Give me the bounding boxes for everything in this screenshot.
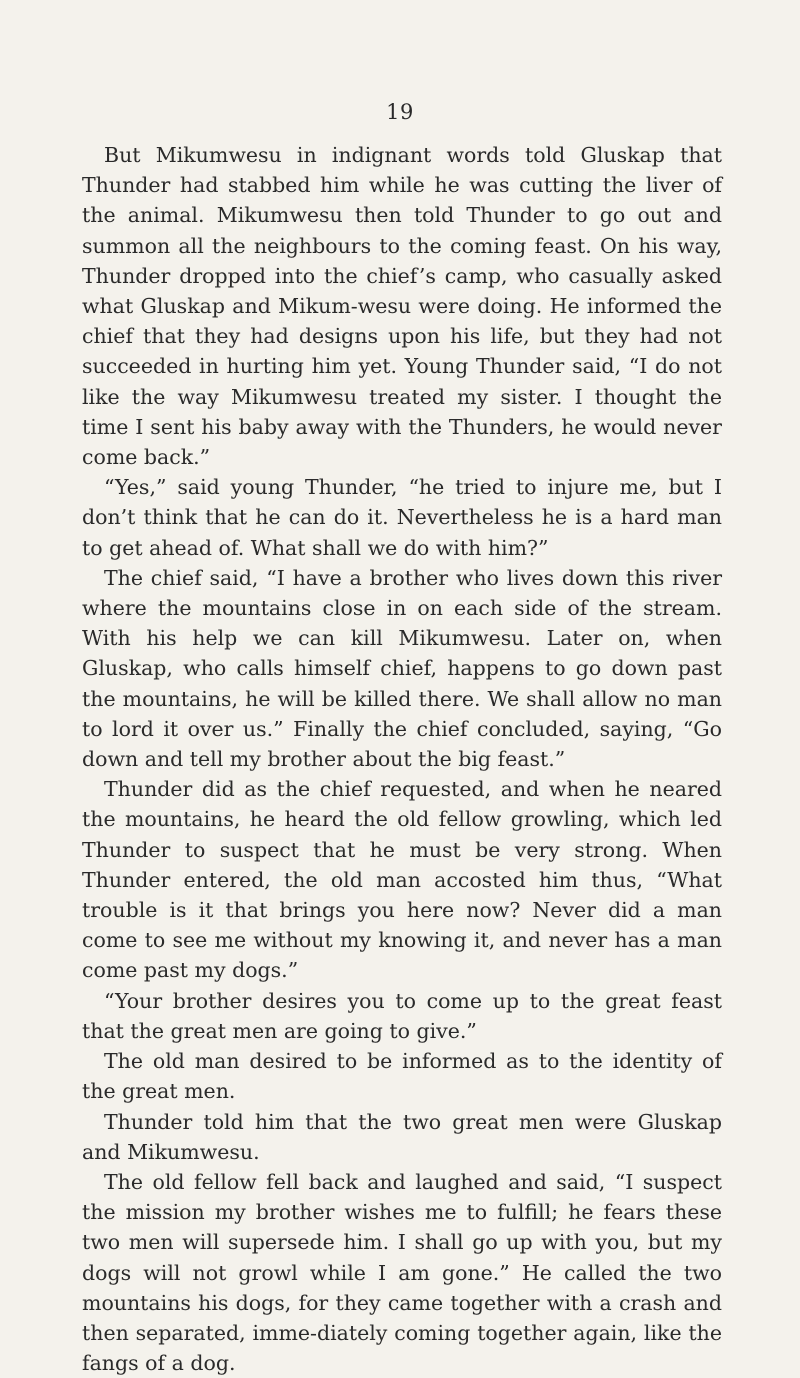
paragraph: “Your brother desires you to come up to the great feast that the great men are going to give.” xyxy=(82,988,722,1043)
paragraph: Thunder did as the chief requested, and when he neared the mountains, he heard the old fellow growling, which led Thunder to suspect that he must be very strong. When Thunder entered, the old man accosted him thus, “What trouble is it that brings you here now? Never did a man come to see me without my knowing it, and never has a man come past my dogs.” xyxy=(82,777,722,983)
body-text xyxy=(82,140,722,1378)
paragraph: But Mikumwesu in indignant words told Gluskap that Thunder had stabbed him while he was cutting the liver of the animal. Mikumwesu then told Thunder to go out and summon all the neighbours to the coming feast. On his way, Thunder dropped into the chief’s camp, who casually asked what Gluskap and Mikum-wesu were doing. He informed the chief that they had designs upon his life, but they had not succeeded in hurting him yet. Young Thunder said, “I do not like the way Mikumwesu treated my sister. I thought the time I sent his baby away with the Thunders, he would never come back.” xyxy=(82,143,722,470)
page-number: 19 xyxy=(386,100,414,124)
paragraph: “Yes,” said young Thunder, “he tried to injure me, but I don’t think that he can do it. Nevertheless he is a hard man to get ahead of. What shall we do with him?” xyxy=(82,475,722,560)
paragraph: The old man desired to be informed as to the identity of the great men. xyxy=(82,1049,722,1104)
paragraph: The old fellow fell back and laughed and said, “I suspect the mission my brother wishes me to fulfill; he fears these two men will supersede him. I shall go up with you, but my dogs will not growl while I am gone.” He called the two mountains his dogs, for they came together with a crash and then separated, imme-diately coming together again, like the fangs of a dog. xyxy=(82,1169,722,1376)
paragraph: Thunder told him that the two great men were Gluskap and Mikumwesu. xyxy=(82,1109,722,1164)
paragraph: The chief said, “I have a brother who lives down this river where the mountains close in on each side of the stream. With his help we can kill Mikumwesu. Later on, when Gluskap, who calls himself chief, happens to go down past the mountains, he will be killed there. We shall allow no man to lord it over us.” Finally the chief concluded, saying, “Go down and tell my brother about the big feast.” xyxy=(82,565,722,772)
